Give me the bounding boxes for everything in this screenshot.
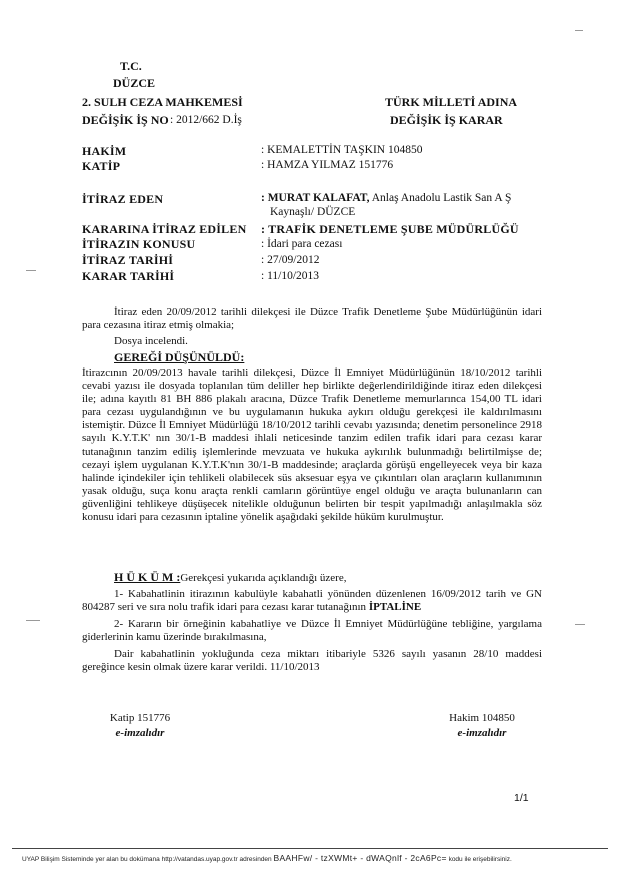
field-clerk-label: KATİP	[82, 159, 121, 173]
field-judge-value: : KEMALETTİN TAŞKIN 104850	[261, 144, 423, 156]
verdict-item-1	[82, 588, 542, 614]
field-decision-date-label: KARAR TARİHİ	[82, 269, 175, 283]
verdict-item-1-text: 1- Kabahatlinin itirazının kabulüyle kabahatli yönünden düzenlenen 16/09/2012 tarih ve GN 804287 seri ve sıra nolu trafik idari para cezası karar tutanağının	[82, 588, 542, 614]
judge-e-signed: e-imzalıdır	[457, 727, 507, 739]
field-objection-date-value: : 27/09/2012	[261, 254, 320, 266]
decision-type: DEĞİŞİK İŞ KARAR	[390, 113, 503, 127]
header-tc: T.C.	[120, 59, 142, 73]
verdict-item-2: 2- Kararın bir örneğinin kabahatliye ve Düzce İl Emniyet Müdürlüğüne tebliğine, yargılama giderlerinin kamu üzerinde bırakılmasına,	[82, 618, 542, 644]
field-subject-label: İTİRAZIN KONUSU	[82, 237, 196, 251]
objector-company: Anlaş Anadolu Lastik San A Ş	[369, 192, 512, 204]
judge-signature	[442, 712, 522, 739]
verdict-heading	[114, 571, 346, 585]
scan-speck	[26, 620, 40, 621]
field-objector-label: İTİRAZ EDEN	[82, 192, 164, 206]
footer-access-text: UYAP Bilişim Sisteminde yer alan bu dokümana http://vatandas.uyap.gov.tr adresinden	[22, 856, 272, 863]
clerk-signature	[100, 712, 180, 739]
field-objected-decision-value: : TRAFİK DENETLEME ŞUBE MÜDÜRLÜĞÜ	[261, 222, 519, 236]
footer-access-code: BAAHFw/ - tzXWMt+ - dWAQnlf - 2cA6Pc=	[273, 853, 447, 863]
footer-text	[22, 853, 512, 863]
reasoning-paragraph: İtirazcının 20/09/2013 havale tarihli dilekçesi, Düzce İl Emniyet Müdürlüğünün 18/10/2012 tarihli cevabi yazısı ile dosyada toplanılan tüm deliller hep birlikte değerlendirildiğinde itiraz eden dilekçesi ile; adına kayıtlı 81 BH 886 plakalı aracına, Düzce Trafik Denetleme memurlarınca 154,00 TL idari para cezası uygulandığının ve bu uygulamanın hukuka aykırı olduğu gerekçesi ile kaldırılmasını istemiştir. Düzce İl Emniyet Müdürlüğü 18/10/2012 tarihli cevabı yazısında; denetim personelince 2918 sayılı K.Y.T.K' nın 30/1-B maddesi ihlali neticesinde tanzim edilen trafik idari para cezası karar tutanağının tanzim ediliş işlemlerinde mevzuata ve hukuka aykırılık bulunmadığı belirtilmişse de; cezayi işlem uygulanan K.Y.T.K'nın 30/1-B maddesinde; araçlarda görüşü engelleyecek veya bir kaza halinde içindekiler için tehlikeli olabilecek süs aksesuar eşya ve çıkıntıları olan araçların kullanımının yasak olduğu, suça konu araçta renkli camların görüntüye engel olduğu ve araçta bulunanların can güvenliğini tehlikeye düşüşecek nitelikle olduğunun belirten bir tespit yapılmadığı anlaşılmakla söz konusu idari para cezasının iptaline yönelik aşağıdaki şekilde hüküm kurulmuştur.	[82, 367, 542, 524]
page-number: 1/1	[514, 792, 529, 804]
field-judge-label: HAKİM	[82, 144, 127, 158]
clerk-e-signed: e-imzalıdır	[115, 727, 165, 739]
reviewed-line: Dosya incelendi.	[114, 335, 188, 347]
field-objector-value	[261, 192, 511, 204]
footer-suffix: kodu ile erişebilirsiniz.	[448, 856, 512, 863]
clerk-label: Katip 151776	[109, 712, 171, 724]
field-decision-date-value: : 11/10/2013	[261, 270, 320, 282]
scan-speck	[575, 624, 585, 625]
verdict-item-1-bold: İPTALİNE	[368, 601, 422, 614]
field-subject-value: : İdari para cezası	[261, 238, 343, 250]
field-objected-decision-label: KARARINA İTİRAZ EDİLEN	[82, 222, 247, 236]
nation-title: TÜRK MİLLETİ ADINA	[385, 95, 518, 109]
verdict-item-3: Dair kabahatlinin yokluğunda ceza miktarı itibariyle 5326 sayılı yasanın 28/10 maddesi gereğince kesin olmak üzere karar verildi. 11/10/2013	[82, 648, 542, 674]
case-number-value: : 2012/662 D.İş	[170, 114, 242, 126]
case-number-label: DEĞİŞİK İŞ NO	[82, 113, 169, 127]
verdict-title: H Ü K Ü M :	[114, 570, 181, 584]
field-clerk-value: : HAMZA YILMAZ 151776	[261, 159, 394, 171]
header-city: DÜZCE	[113, 76, 156, 90]
scan-speck	[575, 30, 583, 31]
intro-paragraph: İtiraz eden 20/09/2012 tarihli dilekçesi ile Düzce Trafik Denetleme Şube Müdürlüğünün idari para cezasına itiraz etmiş olmakia;	[82, 306, 542, 332]
objector-address: Kaynaşlı/ DÜZCE	[270, 206, 356, 218]
court-name: 2. SULH CEZA MAHKEMESİ	[82, 95, 243, 109]
scan-speck	[26, 270, 36, 271]
judge-label: Hakim 104850	[449, 712, 515, 724]
footer-rule	[12, 848, 608, 849]
reasoning-title: GEREĞİ DÜŞÜNÜLDÜ:	[114, 350, 245, 364]
field-objection-date-label: İTİRAZ TARİHİ	[82, 253, 174, 267]
verdict-intro: Gerekçesi yukarıda açıklandığı üzere,	[180, 572, 347, 584]
objector-name: : MURAT KALAFAT,	[261, 192, 370, 204]
